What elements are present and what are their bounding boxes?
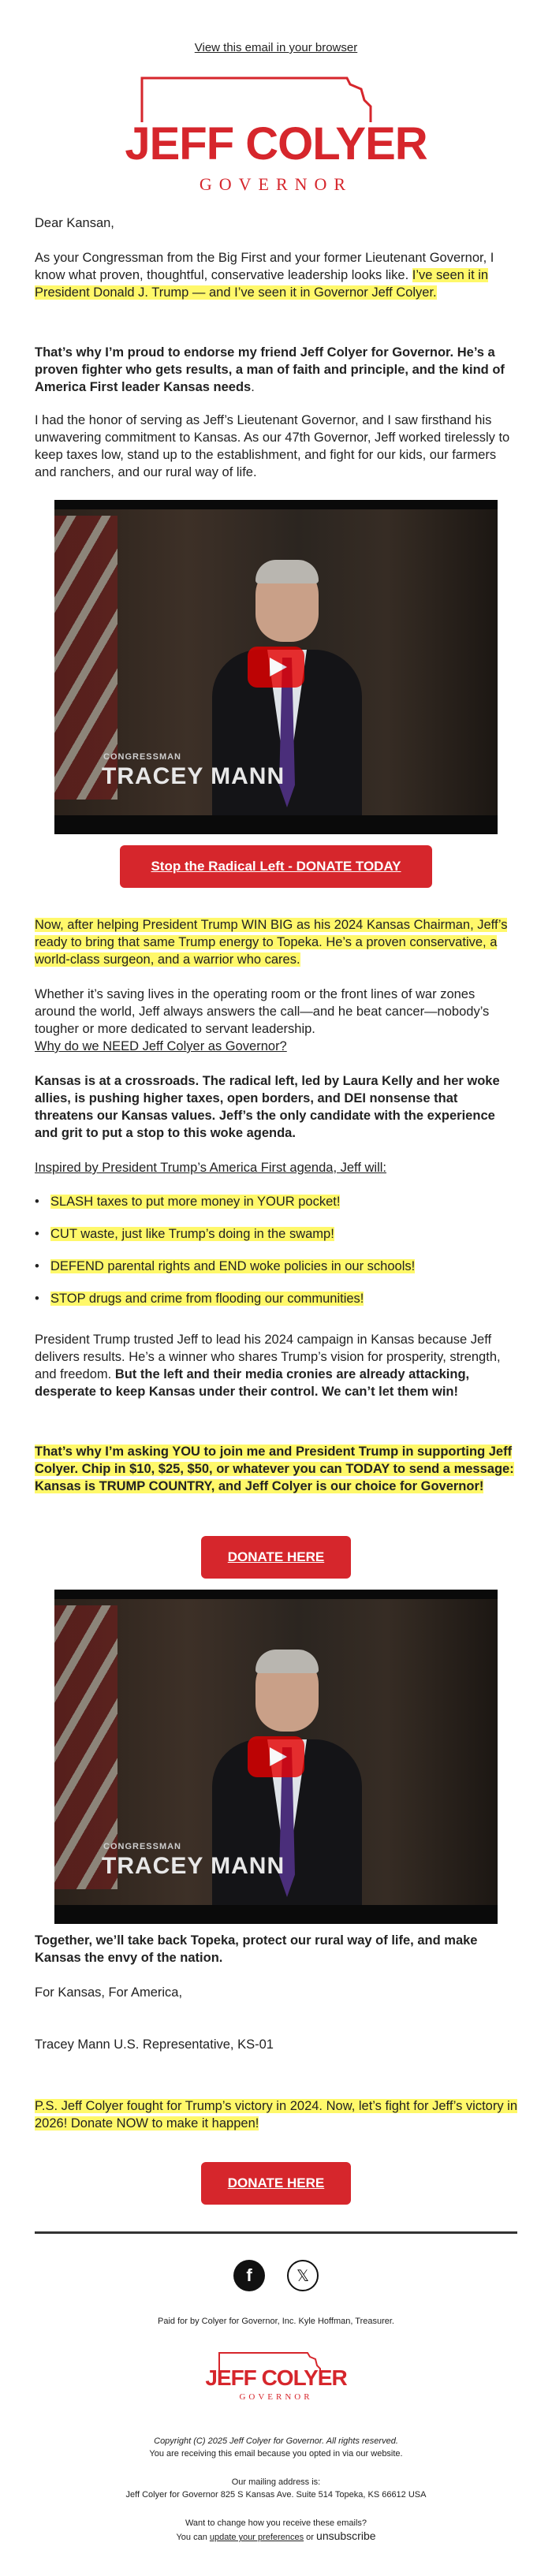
view-in-browser-link[interactable]: View this email in your browser [194, 41, 358, 54]
ask-highlight: That’s why I’m asking YOU to join me and President Trump in supporting Jeff Colyer. Chip in $10, $25, $50, or whatever you can TODAY to send a message: Kansas is TRUMP COUNTRY, and Jeff Colyer is our choice for Governor! [35, 1445, 514, 1493]
agenda-list [35, 1193, 517, 1307]
endorse-bold: That’s why I’m proud to endorse my friend Jeff Colyer for Governor. He’s a proven fighter who gets results, a man of faith and principle, and the kind of America First leader Kansas needs [35, 345, 505, 394]
lower-third-title: CONGRESSMAN [103, 1842, 182, 1851]
chairman-highlight: Now, after helping President Trump WIN BIG as his 2024 Kansas Chairman, Jeff’s ready to bring that same Trump energy to Topeka. He’s a proven conservative, a world-class surgeon, and a warrior who cares. [35, 918, 508, 967]
facebook-icon[interactable] [233, 2260, 265, 2291]
paragraph-surgeon: Whether it’s saving lives in the operating room or the front lines of war zones around the world, Jeff always answers the call—and he beat cancer—nobody’s tougher or more dedicated to servant leadership. [35, 987, 490, 1036]
signature: Tracey Mann U.S. Representative, KS-01 [35, 2037, 274, 2052]
opt-in-notice: You are receiving this email because you opted in via our website. [149, 2449, 403, 2459]
footer-logo-name: JEFF COLYER [205, 2365, 347, 2390]
footer-logo [205, 2348, 347, 2411]
paragraph-chairman [35, 916, 517, 968]
play-icon[interactable] [248, 1736, 304, 1777]
trusted-text: President Trump trusted Jeff to lead his 2024 campaign in Kansas because Jeff delivers results. He’s a winner who shares Trump’s vision for prosperity, strength, and freedom. [35, 1333, 501, 1381]
agenda-item-parental-rights: DEFEND parental rights and END woke policies in our schools! [50, 1259, 416, 1273]
trusted-bold: But the left and their media cronies are already attacking, desperate to keep Kansas under their control. We can’t let them win! [35, 1367, 470, 1399]
list-item [35, 1225, 517, 1243]
preferences-line [35, 2529, 517, 2544]
greeting: Dear Kansan, [35, 216, 114, 230]
ps-highlight: P.S. Jeff Colyer fought for Trump’s victory in 2024. Now, let’s fight for Jeff’s victory in 2026! Donate NOW to make it happen! [35, 2099, 517, 2131]
paragraph-ask [35, 1443, 517, 1495]
donate-here-button-1[interactable]: DONATE HERE [201, 1536, 351, 1579]
view-in-browser-row [0, 0, 552, 54]
paragraph-crossroads: Kansas is at a crossroads. The radical left, led by Laura Kelly and her woke allies, is pushing higher taxes, open borders, and DEI nonsense that threatens our Kansas values. Jeff’s the only candidate with the experience and grit to put a stop to this woke agenda. [35, 1074, 500, 1140]
mailing-label: Our mailing address is: [231, 2477, 321, 2487]
update-preferences-link[interactable]: update your preferences [209, 2533, 304, 2542]
copyright: Copyright (C) 2025 Jeff Colyer for Governor. All rights reserved. [154, 2436, 398, 2446]
change-question: Want to change how you receive these emails? [185, 2518, 367, 2528]
agenda-item-taxes: SLASH taxes to put more money in YOUR pocket! [50, 1195, 341, 1209]
x-twitter-icon[interactable] [287, 2260, 319, 2291]
agenda-item-waste: CUT waste, just like Trump’s doing in the swamp! [50, 1227, 334, 1241]
donate-here-button-2[interactable]: DONATE HERE [201, 2162, 351, 2205]
list-item [35, 1290, 517, 1307]
logo-subtitle: GOVERNOR [199, 174, 353, 194]
x-glyph: 𝕏 [296, 2267, 310, 2285]
list-item [35, 1258, 517, 1275]
lower-third-name: TRACEY MANN [102, 763, 285, 789]
endorse-end: . [251, 380, 255, 394]
social-links [35, 2260, 517, 2291]
unsubscribe-link[interactable]: unsubscribe [316, 2529, 376, 2542]
intro-text: As your Congressman from the Big First and your former Lieutenant Governor, I know what proven, thoughtful, conservative leadership looks like. [35, 251, 494, 282]
list-item [35, 1193, 517, 1210]
intro-highlight: I’ve seen it in President Donald J. Trump — and I’ve seen it in Governor Jeff Colyer. [35, 268, 489, 300]
why-heading: Why do we NEED Jeff Colyer as Governor? [35, 1039, 287, 1053]
donate-button-stop-radical-left[interactable]: Stop the Radical Left - DONATE TODAY [120, 845, 432, 888]
divider [35, 2231, 517, 2234]
paragraph-endorse [35, 344, 517, 396]
paragraph-ps [35, 2097, 517, 2132]
video-thumbnail-2[interactable] [54, 1590, 498, 1924]
or-text: or [304, 2533, 317, 2542]
paragraph-intro [35, 249, 517, 301]
update-prefix: You can [176, 2533, 210, 2542]
inspired-heading: Inspired by President Trump’s America First agenda, Jeff will: [35, 1161, 386, 1175]
video-thumbnail-1[interactable] [54, 500, 498, 834]
campaign-logo [110, 73, 442, 199]
paid-for-disclaimer: Paid for by Colyer for Governor, Inc. Kyle Hoffman, Treasurer. [158, 2317, 394, 2326]
paragraph-service: I had the honor of serving as Jeff’s Lieutenant Governor, and I saw firsthand his unwavering commitment to Kansas. As our 47th Governor, Jeff worked tirelessly to keep taxes low, stand up to the establishment, and fight for our kids, our farmers and ranchers, and our rural way of life. [35, 413, 510, 479]
play-icon[interactable] [248, 647, 304, 688]
signoff: For Kansas, For America, [35, 1985, 183, 2000]
paragraph-together: Together, we’ll take back Topeka, protect our rural way of life, and make Kansas the envy of the nation. [35, 1933, 478, 1965]
lower-third-name: TRACEY MANN [102, 1853, 285, 1879]
logo-name: JEFF COLYER [125, 118, 427, 170]
footer-logo-subtitle: GOVERNOR [239, 2392, 313, 2402]
agenda-item-crime: STOP drugs and crime from flooding our communities! [50, 1292, 364, 1306]
facebook-glyph: f [246, 2265, 252, 2285]
paragraph-trusted [35, 1331, 517, 1400]
lower-third-title: CONGRESSMAN [103, 752, 182, 762]
mailing-address: Jeff Colyer for Governor 825 S Kansas Ave. Suite 514 Topeka, KS 66612 USA [125, 2490, 427, 2500]
